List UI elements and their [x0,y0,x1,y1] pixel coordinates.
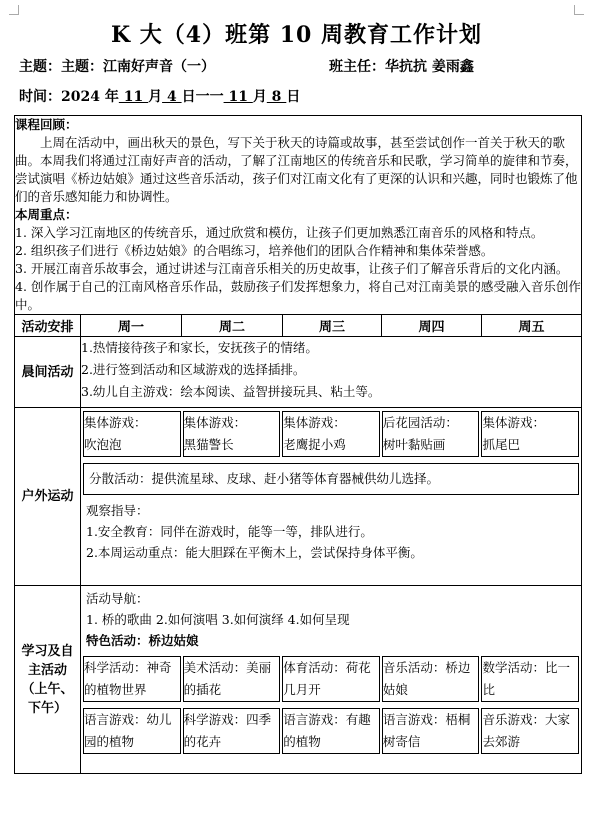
feature-activity: 特色活动：桥边姑娘 [86,633,199,648]
nav-title: 活动导航： [86,591,149,606]
focus-item: 1. 深入学习江南地区的传统音乐，通过欣赏和模仿，让孩子们更加熟悉江南音乐的风格和特点。 [15,225,544,240]
learning-game-cell: 语言游戏：幼儿园的植物 [83,708,181,754]
schedule-header-row [15,315,582,337]
page-title: K 大（4）班第 10 周教育工作计划 [110,22,483,48]
day-header: 周一 [81,315,182,337]
outdoor-game-cell [481,411,579,457]
game-type: 集体游戏： [283,415,346,430]
teacher-field [329,56,474,76]
time-unit-day-dash: 日一一 [181,89,224,105]
learning-game-cell: 科学游戏：四季的花卉 [183,708,281,754]
learning-label-line: 下午） [27,700,67,716]
scattered-activity: 分散活动：提供流星球、皮球、赶小猪等体育器械供幼儿选择。 [83,463,579,495]
learning-activity-cell: 体育活动：荷花几月开 [282,656,380,702]
game-type: 集体游戏： [84,415,147,430]
theme-label: 主题： [19,59,61,75]
morning-item: 1.热情接待孩子和家长，安抚孩子的情绪。 [81,340,318,355]
game-name: 吹泡泡 [84,437,122,452]
time-end-day: 8 [266,89,287,105]
time-line [19,86,300,106]
game-name: 抓尾巴 [482,437,520,452]
game-type: 集体游戏： [482,415,545,430]
learning-game-cell: 语言游戏：梧桐树寄信 [382,708,480,754]
morning-item: 3.幼儿自主游戏：绘本阅读、益智拼接玩具、粘土等。 [81,384,381,399]
plan-table [14,115,582,774]
learning-activity-cell: 音乐活动：桥边姑娘 [382,656,480,702]
learning-label [15,586,81,774]
game-type: 集体游戏： [183,415,247,430]
nav-items: 1. 桥的歌曲 2.如何演唱 3.如何演绎 4.如何呈现 [86,612,350,627]
corner-mark-left [9,5,19,15]
theme-line [19,56,579,76]
review-heading: 课程回顾： [15,117,78,132]
theme-value: 主题：江南好声音（一） [61,59,215,75]
morning-content [81,337,582,408]
time-end-month: 11 [223,89,253,105]
guide-title: 观察指导： [86,503,149,518]
guide-item: 1.安全教育：同伴在游戏时，能等一等，排队进行。 [86,524,373,539]
time-start-month: 11 [118,89,149,105]
learning-label-line: （上午、 [21,681,74,697]
learning-activity-cell: 数学活动：比一比 [481,656,579,702]
game-name: 黑猫警长 [183,437,234,452]
learning-activity-cell: 美术活动：美丽的插花 [183,656,281,702]
time-year: 2024 年 [61,89,119,105]
outdoor-game-cell [83,411,181,457]
teacher-label: 班主任： [329,59,385,75]
time-label: 时间： [19,89,61,105]
focus-item: 3. 开展江南音乐故事会，通过讲述与江南音乐相关的历史故事，让孩子们了解音乐背后的文化内涵。 [15,261,569,276]
schedule-header: 活动安排 [15,315,81,337]
game-type: 后花园活动： [382,415,458,430]
teacher-value: 华抗抗 姜雨鑫 [385,59,474,75]
outdoor-label: 户外运动 [15,408,81,586]
guide-item: 2.本周运动重点：能大胆踩在平衡木上，尝试保持身体平衡。 [86,545,423,560]
focus-item: 2. 组织孩子们进行《桥边姑娘》的合唱练习，培养他们的团队合作精神和集体荣誉感。 [15,243,494,258]
learning-label-line: 学习及自 [21,643,74,659]
morning-item: 2.进行签到活动和区域游戏的选择插排。 [81,362,306,377]
corner-mark-right [574,5,584,15]
day-header: 周四 [382,315,482,337]
outdoor-game-cell [183,411,281,457]
day-header: 周二 [182,315,283,337]
time-unit-month: 月 [148,89,163,105]
observation-guide [81,498,581,565]
learning-activity-cell: 科学活动：神奇的植物世界 [83,656,181,702]
learning-game-cell: 语言游戏：有趣的植物 [282,708,380,754]
game-name: 树叶黏贴画 [382,437,446,452]
review-section [15,116,582,315]
focus-heading: 本周重点： [15,207,78,222]
focus-item: 4. 创作属于自己的江南风格音乐作品，鼓励孩子们发挥想象力，将自己对江南美景的感受融入音乐创作中。 [15,279,581,312]
review-text: 上周在活动中，画出秋天的景色，写下关于秋天的诗篇或故事，甚至尝试创作一首关于秋天的歌曲。本周我们将通过江南好声音的活动，了解了江南地区的传统音乐和民歌，学习简单的旋律和节奏，尝试演唱《桥边姑娘》通过这些音乐活动，孩子们对江南文化有了更深的认识和兴趣，同时也锻炼了他们的音乐感知能力和协调性。 [15,135,578,204]
outdoor-game-cell [382,411,480,457]
day-header: 周五 [482,315,582,337]
outdoor-game-cell [282,411,380,457]
time-unit-month-2: 月 [252,89,267,105]
outdoor-games-grid [81,408,581,460]
time-start-day: 4 [162,89,182,105]
learning-grid-row1 [81,653,581,705]
outdoor-content [81,408,582,586]
learning-label-line: 主活动 [27,662,67,678]
game-name: 老鹰捉小鸡 [283,437,346,452]
learning-game-cell: 音乐游戏：大家去郊游 [481,708,579,754]
morning-label: 晨间活动 [15,337,81,408]
day-header: 周三 [283,315,382,337]
learning-grid-row2 [81,705,581,757]
activity-navigation [81,586,581,653]
time-unit-day-2: 日 [286,89,301,105]
learning-content [81,586,582,774]
